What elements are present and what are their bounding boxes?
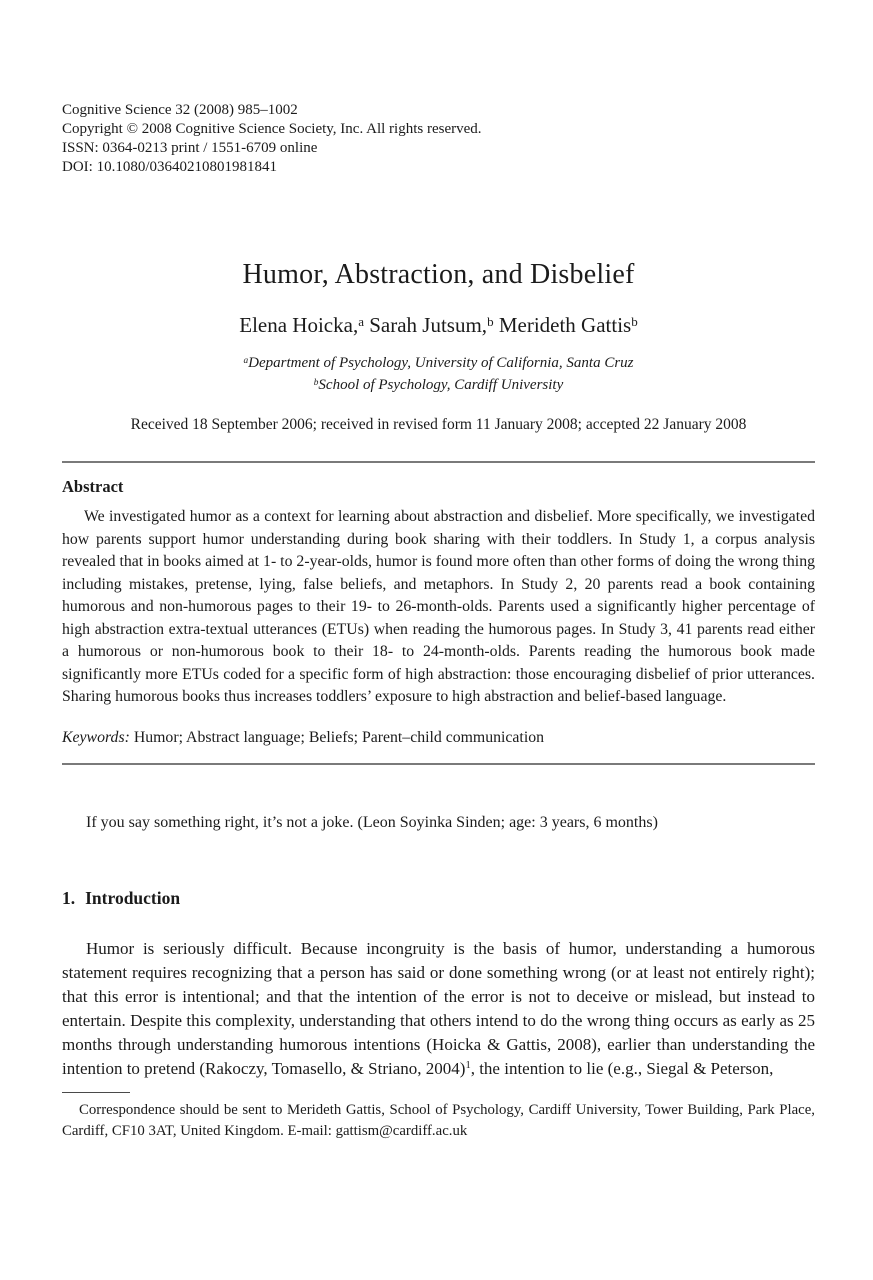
copyright-line: Copyright © 2008 Cognitive Science Society, Inc. All rights reserved. (62, 121, 482, 137)
doi-line: DOI: 10.1080/03640210801981841 (62, 159, 277, 175)
affiliation-line (62, 375, 815, 397)
authors-line (62, 313, 815, 338)
author-name: Merideth Gattis (498, 313, 632, 337)
intro-paragraph (62, 937, 815, 1084)
author-affiliation-marker: a (358, 314, 364, 330)
affiliation-marker: b (313, 377, 319, 388)
abstract-heading: Abstract (62, 477, 124, 496)
separator-rule-bottom (62, 763, 815, 765)
affiliation-text: Department of Psychology, University of California, Santa Cruz (248, 355, 634, 371)
keywords-label: Keywords: (62, 728, 130, 746)
received-line: Received 18 September 2006; received in revised form 11 January 2008; accepted 22 January 2008 (130, 416, 747, 433)
author-name: Sarah Jutsum, (369, 313, 488, 337)
section-number: 1. (62, 887, 76, 908)
affiliation-text: School of Psychology, Cardiff University (318, 377, 564, 393)
section-title: Introduction (85, 887, 181, 908)
journal-line: Cognitive Science 32 (2008) 985–1002 (62, 102, 298, 118)
abstract-section (62, 477, 815, 747)
intro-text: Humor is seriously difficult. Because incongruity is the basis of humor, understanding a humorous statement requires recognizing that a person has said or done something wrong (or at least not entirely right); that this error is intentional; and that the intention of the error is not to deceive or mislead, but instead to entertain. Despite this complexity, understanding that others intend to do the wrong thing occurs as early as 25 months through understanding humorous intentions (Hoicka & Gattis, 2008), earlier than understanding the intention to pretend (Rakoczy, Tomasello, & Striano, 2004) (62, 938, 815, 1078)
paper-title: Humor, Abstraction, and Disbelief (242, 259, 635, 290)
epigraph-quote: If you say something right, it’s not a joke. (Leon Soyinka Sinden; age: 3 years, 6 months) (86, 813, 658, 831)
keywords-text: Humor; Abstract language; Beliefs; Parent–child communication (129, 728, 545, 746)
section-heading (62, 888, 815, 909)
author-affiliation-marker: b (487, 314, 494, 330)
author-name: Elena Hoicka, (239, 313, 359, 337)
affiliation-line (62, 353, 815, 375)
abstract-text: We investigated humor as a context for learning about abstraction and disbelief. More specifically, we investigated how parents support humor understanding during book sharing with their toddlers. In Study 1, a corpus analysis revealed that in books aimed at 1- to 2-year-olds, humor is found more often than other forms of doing the wrong thing including mistakes, pretense, lying, false beliefs, and metaphors. In Study 2, 20 parents read a book containing humorous and non-humorous pages to their 19- to 26-month-olds. Parents used a significantly higher percentage of high abstraction extra-textual utterances (ETUs) when reading the humorous pages. In Study 3, 41 parents read either a humorous or non-humorous book to their 18- to 24-month-olds. Parents reading the humorous book made significantly more ETUs coded for a specific form of high abstraction: those encouraging disbelief of prior utterances. Sharing humorous books thus increases toddlers’ exposure to high abstraction and belief-based language. (62, 508, 815, 705)
footnote-separator (62, 1092, 130, 1093)
issn-line: ISSN: 0364-0213 print / 1551-6709 online (62, 140, 318, 156)
correspondence-footnote: Correspondence should be sent to Merideth Gattis, School of Psychology, Cardiff University, Tower Building, Park Place, Cardiff, CF10 3AT, United Kingdom. E-mail: gattism@cardiff.ac.uk (62, 1101, 815, 1139)
journal-masthead (62, 101, 815, 177)
affiliations-block (62, 353, 815, 397)
intro-text-continued: , the intention to lie (e.g., Siegal & Peterson, (470, 1058, 774, 1078)
separator-rule-top (62, 461, 815, 463)
footnote-marker: 1 (465, 1060, 471, 1072)
author-affiliation-marker: b (631, 314, 638, 330)
keywords-line (62, 729, 815, 747)
affiliation-marker: a (243, 355, 249, 366)
